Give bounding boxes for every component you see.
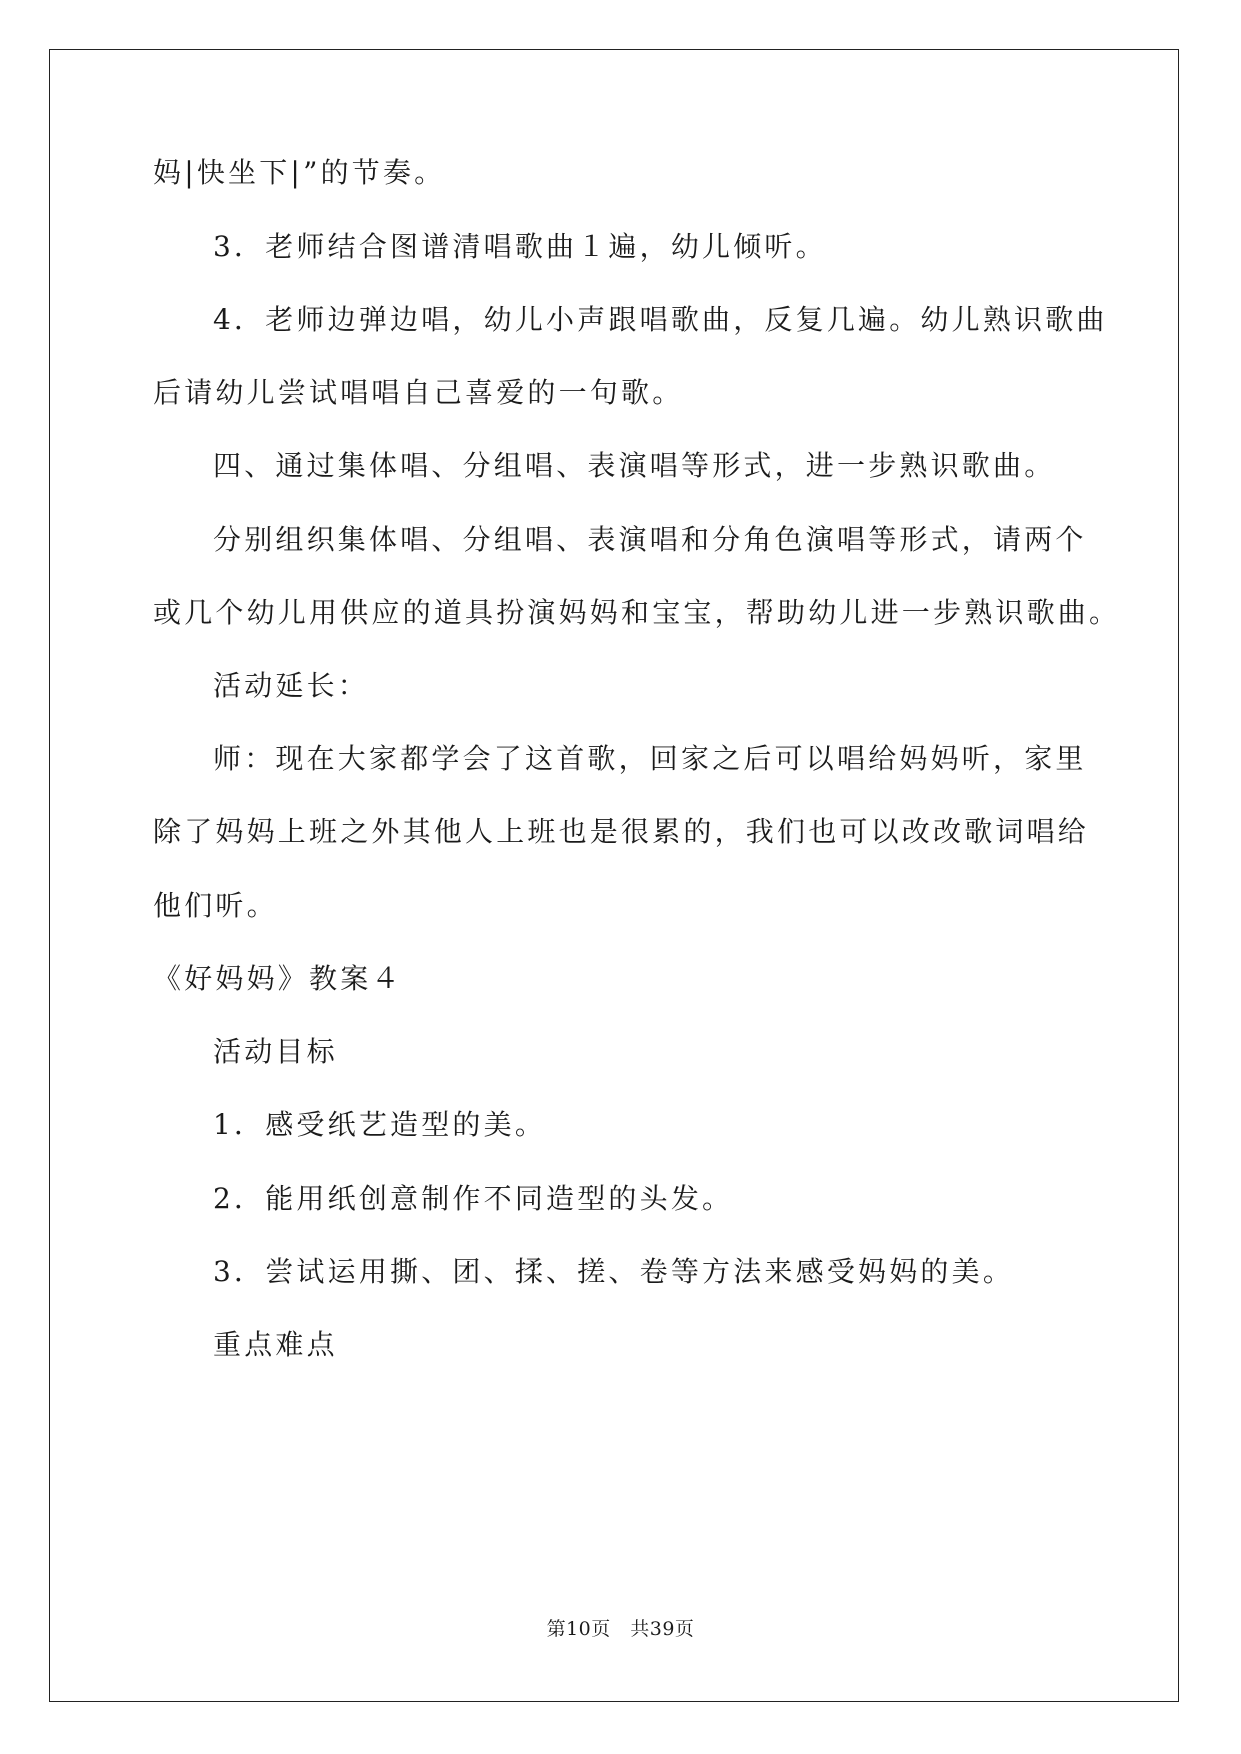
text-line: 或几个幼儿用供应的道具扮演妈妈和宝宝，帮助幼儿进一步熟识歌曲。 (153, 596, 1121, 629)
text-line: 妈|快坐下|”的节奏。 (153, 156, 446, 189)
document-title: 《好妈妈》教案４ (153, 962, 403, 995)
section-heading: 活动延长： (213, 669, 370, 702)
text-line: 3．老师结合图谱清唱歌曲１遍，幼儿倾听。 (213, 230, 827, 263)
text-line: 师：现在大家都学会了这首歌，回家之后可以唱给妈妈听，家里 (213, 742, 1087, 775)
section-heading: 活动目标 (213, 1035, 338, 1068)
section-heading: 重点难点 (213, 1328, 338, 1361)
list-item: 3．尝试运用撕、团、揉、搓、卷等方法来感受妈妈的美。 (213, 1255, 1015, 1288)
section-heading: 四、通过集体唱、分组唱、表演唱等形式，进一步熟识歌曲。 (213, 449, 1056, 482)
list-item: 1．感受纸艺造型的美。 (213, 1108, 547, 1141)
text-line: 他们听。 (153, 889, 278, 922)
text-line: 分别组织集体唱、分组唱、表演唱和分角色演唱等形式，请两个 (213, 523, 1087, 556)
page-number: 第10页 共39页 (546, 1618, 695, 1640)
text-line: 后请幼儿尝试唱唱自己喜爱的一句歌。 (153, 376, 684, 409)
text-line: 4．老师边弹边唱，幼儿小声跟唱歌曲，反复几遍。幼儿熟识歌曲 (213, 303, 1108, 336)
list-item: 2．能用纸创意制作不同造型的头发。 (213, 1182, 734, 1215)
page-border (49, 49, 1179, 1702)
text-line: 除了妈妈上班之外其他人上班也是很累的，我们也可以改改歌词唱给 (153, 815, 1090, 848)
